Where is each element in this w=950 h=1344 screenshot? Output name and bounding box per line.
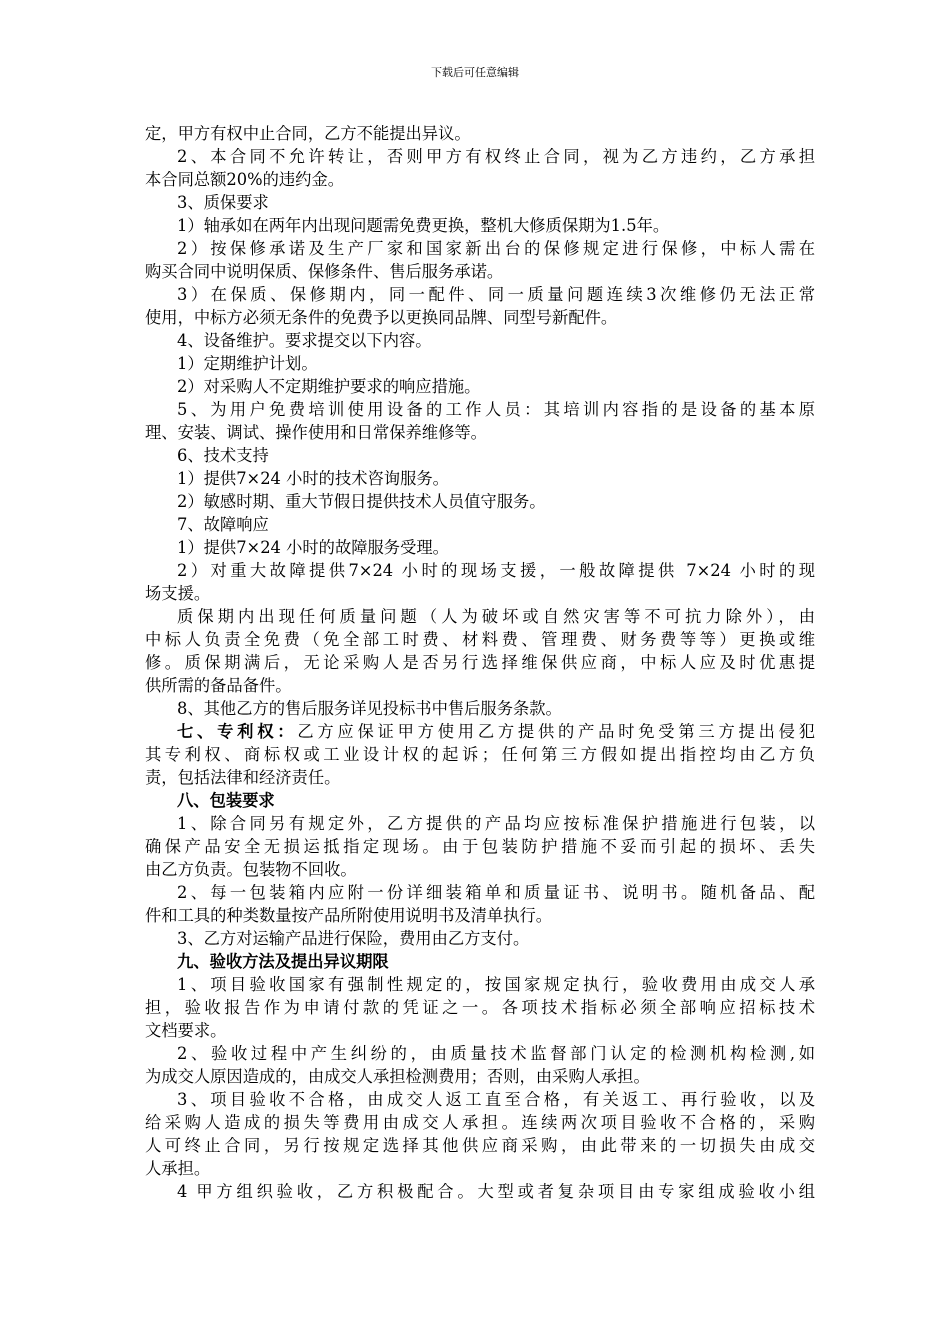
text-line [145,674,815,697]
line-text: 确保产品安全无损运抵指定现场。由于包装防护措施不妥而引起的损坏、丢失 [145,837,815,856]
text-line [145,720,815,743]
text-line [145,835,815,858]
text-line [145,789,815,812]
line-text: 3、乙方对运输产品进行保险，费用由乙方支付。 [177,929,530,948]
line-text: 6、技术支持 [177,446,269,465]
text-line [145,260,815,283]
line-text: 2）按保修承诺及生产厂家和国家新出台的保修规定进行保修，中标人需在 [177,239,815,258]
text-line [145,559,815,582]
line-text: 8、其他乙方的售后服务详见投标书中售后服务条款。 [177,699,562,718]
text-line [145,122,815,145]
line-text: 担，验收报告作为申请付款的凭证之一。各项技术指标必须全部响应招标技术 [145,998,815,1017]
line-text: 中标人负责全免费（免全部工时费、材料费、管理费、财务费等等）更换或维 [145,630,815,649]
text-line [145,582,815,605]
line-text: 定，甲方有权中止合同，乙方不能提出异议。 [145,124,471,143]
line-text: 3、项目验收不合格，由成交人返工直至合格，有关返工、再行验收，以及 [177,1090,815,1109]
line-text: 为成交人原因造成的，由成交人承担检测费用；否则，由采购人承担。 [145,1067,650,1086]
text-line [145,1088,815,1111]
text-line [145,950,815,973]
text-line [145,1180,815,1203]
line-text: 件和工具的种类数量按产品所附使用说明书及清单执行。 [145,906,553,925]
text-line [145,536,815,559]
line-text: 3）在保质、保修期内，同一配件、同一质量问题连续3次维修仍无法正常 [177,285,815,304]
text-line [145,858,815,881]
line-text: 购买合同中说明保质、保修条件、售后服务承诺。 [145,262,504,281]
line-text: 1、项目验收国家有强制性规定的，按国家规定执行，验收费用由成交人承 [177,975,815,994]
text-line [145,306,815,329]
text-line [145,697,815,720]
text-line [145,881,815,904]
text-line [145,651,815,674]
line-text: 1）提供7×24 小时的技术咨询服务。 [177,469,449,488]
line-text: 1）定期维护计划。 [177,354,318,373]
text-line [145,467,815,490]
text-line [145,766,815,789]
document-body [145,122,815,1203]
line-text: 1、除合同另有规定外，乙方提供的产品均应按标准保护措施进行包装，以 [177,814,815,833]
text-line [145,812,815,835]
line-text: 4 甲方组织验收，乙方积极配合。大型或者复杂项目由专家组成验收小组 [177,1182,815,1201]
line-text: 修。质保期满后，无论采购人是否另行选择维保供应商，中标人应及时优惠提 [145,653,815,672]
line-text: 1）提供7×24 小时的故障服务受理。 [177,538,449,557]
text-line [145,1065,815,1088]
text-line [145,283,815,306]
line-text: 5、为用户免费培训使用设备的工作人员：其培训内容指的是设备的基本原 [177,400,815,419]
text-line [145,743,815,766]
text-line [145,421,815,444]
line-text: 责，包括法律和经济责任。 [145,768,341,787]
section-heading: 八、包装要求 [177,791,275,810]
line-text: 其专利权、商标权或工业设计权的起诉；任何第三方假如提出指控均由乙方负 [145,745,815,764]
line-text: 理、安装、调试、操作使用和日常保养维修等。 [145,423,487,442]
text-line [145,628,815,651]
line-text: 2、验收过程中产生纠纷的，由质量技术监督部门认定的检测机构检测,如 [177,1044,815,1063]
text-line [145,329,815,352]
text-line [145,1134,815,1157]
text-line [145,398,815,421]
line-text: 1）轴承如在两年内出现问题需免费更换，整机大修质保期为1.5年。 [177,216,670,235]
text-line [145,191,815,214]
line-text: 由乙方负责。包装物不回收。 [145,860,357,879]
text-line [145,996,815,1019]
line-text: 给采购人造成的损失等费用由成交人承担。连续两次项目验收不合格的，采购 [145,1113,815,1132]
text-line [145,145,815,168]
line-text: 人承担。 [145,1159,211,1178]
text-line [145,490,815,513]
line-text: 2、每一包装箱内应附一份详细装箱单和质量证书、说明书。随机备品、配 [177,883,815,902]
section-heading: 七、专利权： [177,722,298,741]
line-text: 2）对重大故障提供7×24 小时的现场支援，一般故障提供 7×24 小时的现 [177,561,815,580]
line-text: 2）敏感时期、重大节假日提供技术人员值守服务。 [177,492,546,511]
text-line [145,904,815,927]
line-text: 使用，中标方必须无条件的免费予以更换同品牌、同型号新配件。 [145,308,618,327]
text-line [145,1019,815,1042]
line-text: 供所需的备品备件。 [145,676,292,695]
line-text: 本合同总额20%的违约金。 [145,170,345,189]
text-line [145,973,815,996]
text-line [145,352,815,375]
text-line [145,444,815,467]
page-header: 下载后可任意编辑 [431,66,519,79]
text-line [145,927,815,950]
line-text: 2、本合同不允许转让，否则甲方有权终止合同，视为乙方违约，乙方承担 [177,147,815,166]
line-text: 人可终止合同，另行按规定选择其他供应商采购，由此带来的一切损失由成交 [145,1136,815,1155]
line-text: 3、质保要求 [177,193,269,212]
line-text: 场支援。 [145,584,211,603]
text-line [145,1157,815,1180]
text-line [145,375,815,398]
text-line [145,1042,815,1065]
line-text: 7、故障响应 [177,515,269,534]
line-text: 2）对采购人不定期维护要求的响应措施。 [177,377,481,396]
text-line [145,1111,815,1134]
line-text: 4、设备维护。要求提交以下内容。 [177,331,432,350]
line-text: 乙方应保证甲方使用乙方提供的产品时免受第三方提出侵犯 [297,722,815,741]
section-heading: 九、验收方法及提出异议期限 [177,952,389,971]
text-line [145,513,815,536]
line-text: 文档要求。 [145,1021,227,1040]
text-line [145,237,815,260]
line-text: 质保期内出现任何质量问题（人为破坏或自然灾害等不可抗力除外），由 [177,607,815,626]
text-line [145,605,815,628]
text-line [145,168,815,191]
text-line [145,214,815,237]
